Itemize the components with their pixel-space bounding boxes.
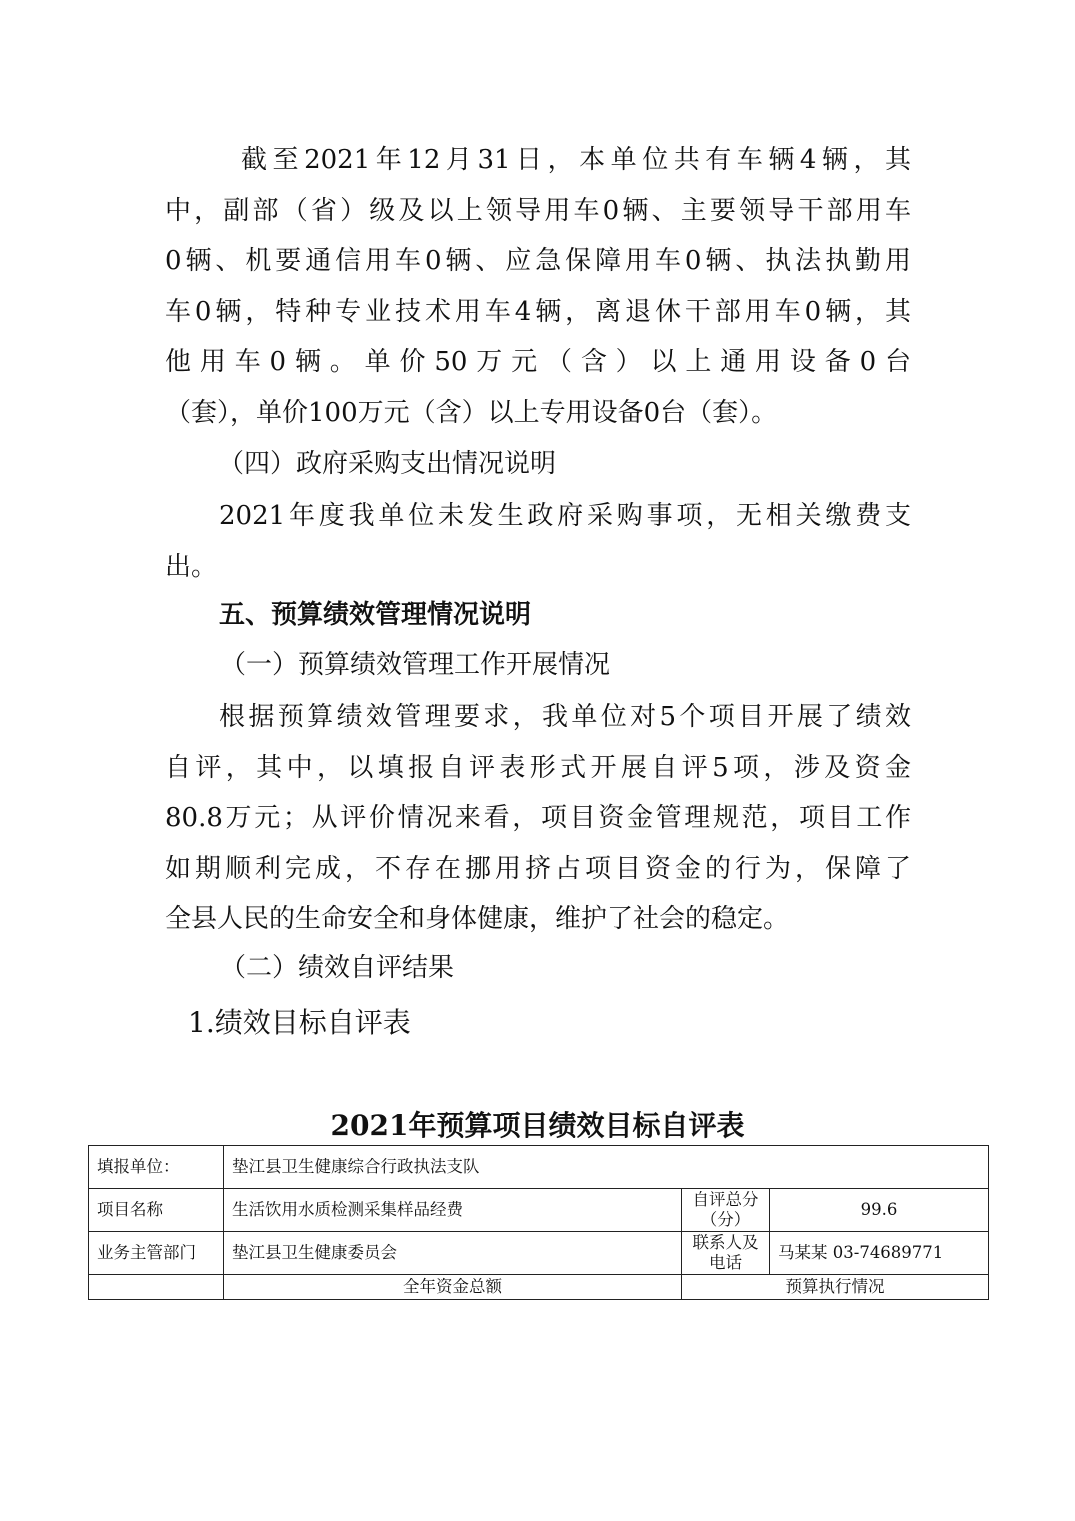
section5-heading: 五、预算绩效管理情况说明	[219, 600, 532, 630]
dept-label-cell: 业务主管部门	[89, 1232, 224, 1275]
vehicles-paragraph	[165, 135, 911, 438]
procurement-paragraph	[165, 491, 911, 592]
empty-cell	[89, 1275, 224, 1300]
text-line: 截至2021年12月31日，本单位共有车辆4辆，其	[241, 145, 911, 175]
table-heading: 1.绩效目标自评表	[188, 1006, 411, 1039]
self-evaluation-table	[88, 1145, 989, 1300]
text-line: （套），单价100万元（含）以上专用设备0台（套）。	[165, 397, 778, 428]
unit-value-cell: 垫江县卫生健康综合行政执法支队	[224, 1146, 989, 1189]
score-value-cell: 99.6	[770, 1189, 989, 1232]
project-label-cell: 项目名称	[89, 1189, 224, 1232]
result-heading: （二）绩效自评结果	[220, 953, 455, 983]
contact-value-cell: 马某某 03-74689771	[770, 1232, 989, 1275]
text-line: 出。	[165, 551, 218, 582]
project-value-cell: 生活饮用水质检测采集样品经费	[224, 1189, 682, 1232]
text-line: 他用车0辆。单价50万元（含）以上通用设备0台	[165, 347, 911, 377]
dept-value-cell: 垫江县卫生健康委员会	[224, 1232, 682, 1275]
table-row	[89, 1275, 989, 1300]
unit-label-cell: 填报单位：	[89, 1146, 224, 1189]
work-heading: （一）预算绩效管理工作开展情况	[220, 650, 611, 680]
total-funds-label-cell: 全年资金总额	[224, 1275, 682, 1300]
contact-label-cell: 联系人及电话	[682, 1232, 770, 1275]
table-row	[89, 1189, 989, 1232]
text-line: 车0辆，特种专业技术用车4辆，离退休干部用车0辆，其	[165, 296, 911, 327]
score-label-cell: 自评总分（分）	[682, 1189, 770, 1232]
text-line: 如期顺利完成，不存在挪用挤占项目资金的行为，保障了	[165, 853, 911, 884]
work-paragraph	[165, 692, 911, 945]
procurement-heading: （四）政府采购支出情况说明	[218, 449, 557, 479]
budget-exec-label-cell: 预算执行情况	[682, 1275, 989, 1300]
text-line: 中，副部（省）级及以上领导用车0辆、主要领导干部用车	[165, 195, 911, 226]
text-line: 2021年度我单位未发生政府采购事项，无相关缴费支	[219, 501, 911, 531]
text-line: 自评，其中，以填报自评表形式开展自评5项，涉及资金	[165, 752, 911, 783]
text-line: 80.8万元；从评价情况来看，项目资金管理规范，项目工作	[165, 803, 911, 833]
table-title: 2021年预算项目绩效目标自评表	[330, 1109, 745, 1142]
table-row	[89, 1146, 989, 1189]
text-line: 全县人民的生命安全和身体健康，维护了社会的稳定。	[165, 904, 790, 934]
text-line: 根据预算绩效管理要求，我单位对5个项目开展了绩效	[219, 702, 911, 732]
text-line: 0辆、机要通信用车0辆、应急保障用车0辆、执法执勤用	[165, 246, 911, 276]
table-row	[89, 1232, 989, 1275]
